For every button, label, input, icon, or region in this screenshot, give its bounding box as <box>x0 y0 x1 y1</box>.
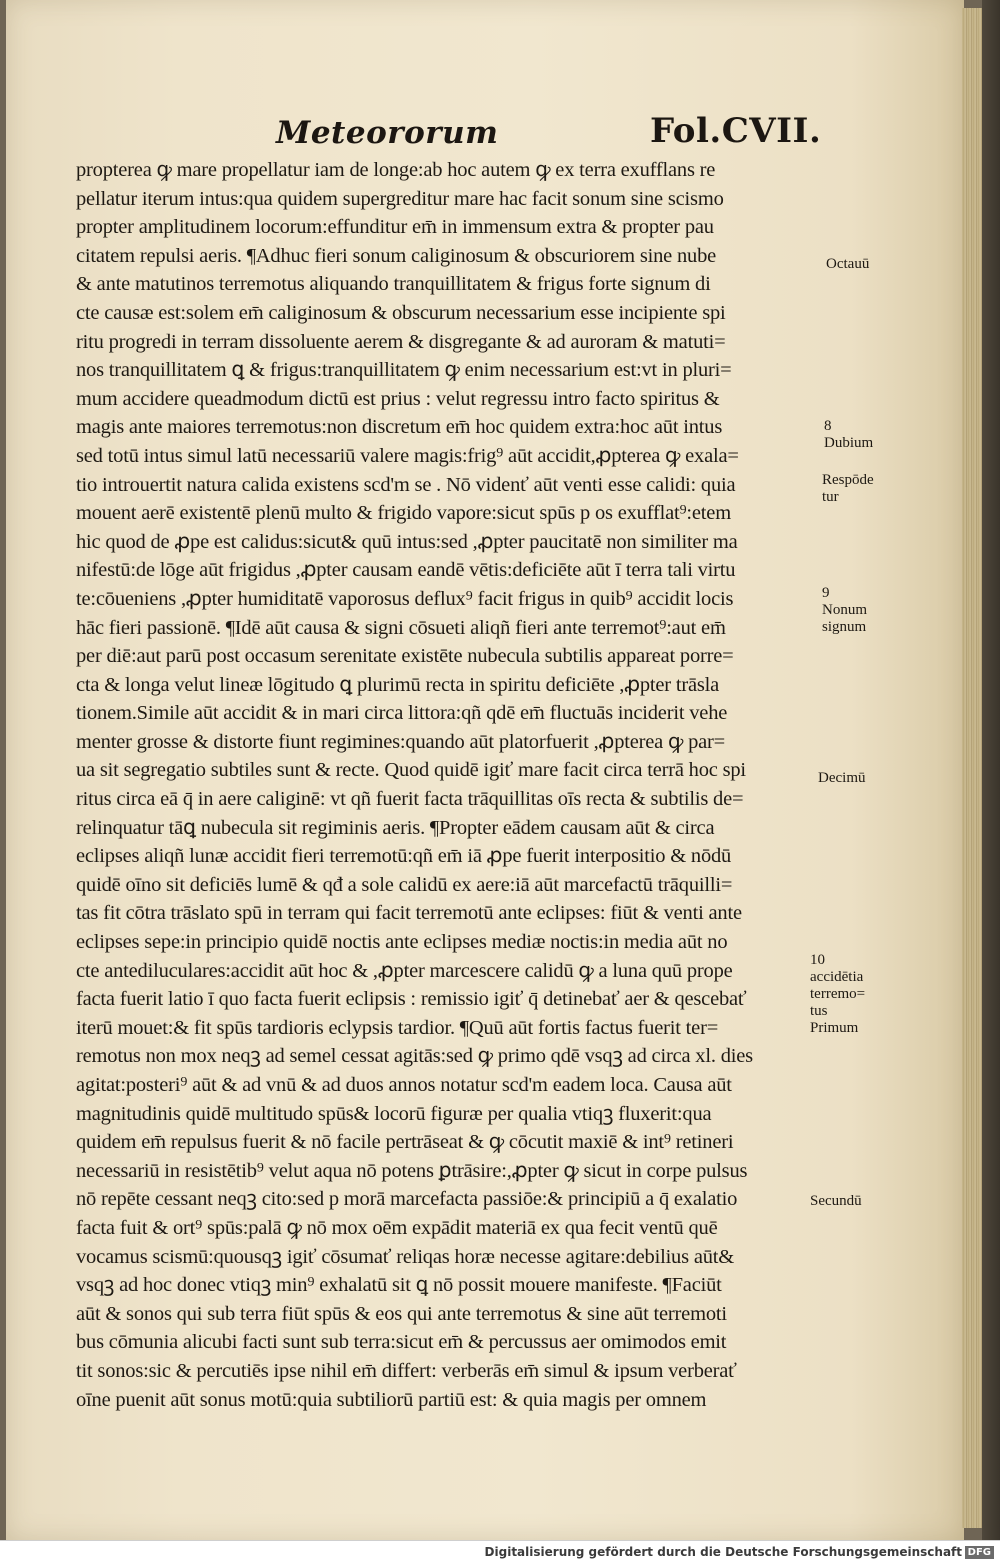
text-line: vsqꝫ ad hoc donec vtiqꝫ min⁹ exhalatū sit ꝗ nō possit mouere manifeste. ¶Faciūt <box>76 1274 722 1297</box>
text-line: propterea ꝙ mare propellatur iam de longe:ab hoc autem ꝙ ex terra exufflans re <box>76 159 716 181</box>
text-line: cta & longa velut lineæ lōgitudo ꝗ plurimū recta in spiritu deficiēte ,ꝓpter trāsla <box>76 673 720 696</box>
text-line: hic quod de ꝓpe est calidus:sicut& quū intus:sed ,ꝓpter paucitatē non similiter ma <box>76 530 738 553</box>
text-line: tio introuertit natura calida existens scd'm se . Nō videnť aūt venti esse calidi: quia <box>76 473 736 496</box>
text-line: propter amplitudinem locorum:effunditur em̄ in immensum extra & propter pau <box>76 216 714 239</box>
folio-number: Fol.CVII. <box>650 111 822 151</box>
text-line: magnitudinis quidē multitudo spūs& locorū figuræ per qualia vtiqꝫ fluxerit:qua <box>76 1102 712 1125</box>
text-line: ua sit segregatio subtiles sunt & recte. Quod quidē igiť mare facit circa terrā hoc spi <box>76 759 746 782</box>
margin-note: 10 accidētia terremo= tus Primum <box>810 952 866 1036</box>
text-line: nifestū:de lōge aūt frigidus ,ꝓpter causam eandē vētis:deficiēte aūt ī terra tali virtu <box>76 559 736 582</box>
text-line: cte causæ est:solem em̄ caliginosum & obscurum necessarium esse incipiente spi <box>76 301 726 324</box>
text-line: necessariū in resistētib⁹ velut aqua nō potens ꝑtrāsire:,ꝓpter ꝙ sicut in corpe pulsus <box>76 1159 748 1182</box>
text-line: quidē oīno sit deficiēs lumē & qđ a sole calidū ex aere:iā aūt marcefactū trāquilli= <box>76 873 733 896</box>
text-line: hāc fieri passionē. ¶Idē aūt causa & signi cōsueti aliqñ fieri ante terremot⁹:aut em̄ <box>76 616 726 639</box>
text-line: te:cōueniens ,ꝓpter humiditatē vaporosus deflux⁹ facit frigus in quib⁹ accidit locis <box>76 587 734 610</box>
dfg-logo: DFG <box>965 1546 994 1559</box>
text-line: bus cōmunia alicubi facti sunt sub terra:sicut em̄ & percussus aer omimodos emit <box>76 1331 727 1354</box>
book-page <box>6 0 964 1540</box>
text-line: sed totū intus simul latū necessariū valere magis:frig⁹ aūt accidit,ꝓpterea ꝙ exala= <box>76 444 739 467</box>
text-line: relinquatur tāꝗ nubecula sit regiminis aeris. ¶Propter eādem causam aūt & circa <box>76 816 715 839</box>
text-line: vocamus scismū:quousqꝫ igiť cōsumať reliqas horæ necesse agitare:debilius aūt& <box>76 1245 735 1268</box>
running-title: Meteororum <box>276 115 499 151</box>
text-line: eclipses sepe:in principio quidē noctis ante eclipses mediæ noctis:in media aūt no <box>76 931 728 954</box>
text-line: pellatur iterum intus:qua quidem supergreditur mare hac facit sonum sine scismo <box>76 187 724 210</box>
text-line: per diē:aut parū post occasum serenitate existēte nubecula subtilis appareat porre= <box>76 645 734 668</box>
text-line: oīne puenit aūt sonus motū:quia subtiliorū partiū est: & quia magis per omnem <box>76 1388 707 1411</box>
text-line: facta fuit & ort⁹ spūs:palā ꝙ nō mox oēm expādit materiā ex qua fecit ventū quē <box>76 1216 718 1239</box>
text-line: ritu progredi in terram dissoluente aerem & disgregante & ad auroram & matuti= <box>76 330 726 353</box>
text-line: mouent aerē existentē plenū multo & frigido vapore:sicut spūs p os exufflat⁹:etem <box>76 502 731 525</box>
margin-note: Decimū <box>818 770 866 786</box>
text-line: citatem repulsi aeris. ¶Adhuc fieri sonum caliginosum & obscuriorem sine nube <box>76 244 717 267</box>
text-line: quidem em̄ repulsus fuerit & nō facile pertrāseat & ꝙ cōcutit maxiē & int⁹ retineri <box>76 1131 734 1154</box>
funding-credit: Digitalisierung gefördert durch die Deutsche Forschungsgemeinschaft <box>484 1545 962 1559</box>
text-line: aūt & sonos qui sub terra fiūt spūs & eos qui ante terremotus & sine aūt terremoti <box>76 1302 727 1325</box>
book-cover-edge <box>982 0 1000 1548</box>
text-line: tionem.Simile aūt accidit & in mari circa littora:qñ qdē em̄ fluctuās inciderit vehe <box>76 702 728 725</box>
margin-note: Respōde tur <box>822 472 874 505</box>
text-line: facta fuerit latio ī quo facta fuerit eclipsis : remissio igiť q̄ detinebať aer & qescebať <box>76 988 747 1011</box>
footer-bar <box>0 1540 1000 1564</box>
text-line: tit sonos:sic & percutiēs ipse nihil em̄ differt: verberās em̄ simul & ipsum verberať <box>76 1359 737 1382</box>
text-block <box>76 156 816 1411</box>
text-line: eclipses aliqñ lunæ accidit fieri terremotū:qñ em̄ iā ꝓpe fuerit interpositio & nōdū <box>76 845 732 868</box>
text-line: remotus non mox neqꝫ ad semel cessat agitās:sed ꝙ primo qdē vsqꝫ ad circa xl. dies <box>76 1045 753 1068</box>
margin-note: Octauū <box>826 256 870 272</box>
text-line: cte antediluculares:accidit aūt hoc & ,ꝓpter marcescere calidū ꝙ a luna quū prope <box>76 959 733 982</box>
text-line: nos tranquillitatem ꝗ & frigus:tranquillitatem ꝙ enim necessarium est:vt in pluri= <box>76 359 732 382</box>
text-line: menter grosse & distorte fiunt regimines:quando aūt platorfuerit ,ꝓpterea ꝙ par= <box>76 730 726 753</box>
margin-note: 8 Dubium <box>824 418 874 451</box>
text-line: nō repēte cessant neqꝫ cito:sed p morā marcefacta passiōe:& principiū a q̄ exalatio <box>76 1188 738 1211</box>
text-line: ritus circa eā q̄ in aere caliginē: vt qñ fuerit facta trāquillitas oīs recta & subtilis de= <box>76 788 744 811</box>
text-line: magis ante maiores terremotus:non discretum em̄ hoc quidem extra:hoc aūt intus <box>76 416 723 439</box>
text-line: iterū mouet:& fit spūs tardioris eclypsis tardior. ¶Quū aūt fortis factus fuerit ter= <box>76 1016 719 1039</box>
text-line: agitat:posteri⁹ aūt & ad vnū & ad duos annos notatur scd'm eadem loca. Causa aūt <box>76 1074 732 1096</box>
text-line: mum accidere queadmodum dictū est prius : velut regressu intro facto spiritus & <box>76 387 720 410</box>
text-line: tas fit cōtra trāslato spū in terram qui facit terremotū ante eclipses: fiūt & venti ante <box>76 902 742 925</box>
margin-note: 9 Nonum signum <box>822 585 867 635</box>
text-line: & ante matutinos terremotus aliquando tranquillitatem & frigus forte signum di <box>76 273 711 296</box>
margin-note: Secundū <box>810 1193 862 1209</box>
